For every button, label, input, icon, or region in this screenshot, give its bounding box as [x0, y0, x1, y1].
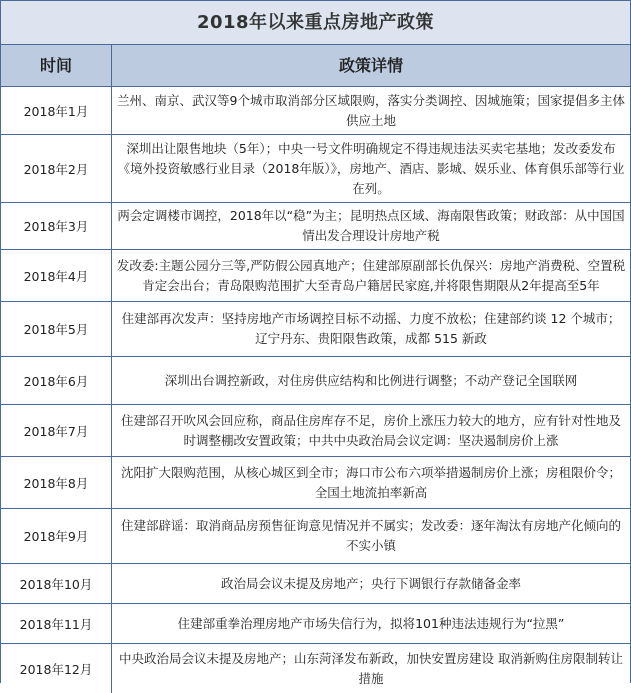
table-row	[1, 405, 630, 457]
table-header	[1, 45, 630, 87]
row-detail: 深圳出台调控新政，对住房供应结构和比例进行调整；不动产登记全国联网	[164, 372, 578, 388]
table-row	[1, 564, 630, 604]
header-time: 时间	[1, 45, 112, 86]
row-detail: 政治局会议未提及房地产；央行下调银行存款储备金率	[220, 575, 521, 591]
row-detail: 住建部召开吹风会回应称，商品住房库存不足，房价上涨压力较大的地方，应有针对性地及时调整棚改安置政策；中共中央政治局会议定调：坚决遏制房价上涨	[120, 412, 621, 448]
row-time: 2018年4月	[1, 250, 112, 301]
table-row	[1, 357, 630, 405]
row-detail: 住建部再次发声：坚持房地产市场调控目标不动摇、力度不放松；住建部约谈 12 个城市；辽宁丹东、贵阳限售政策，成都 515 新政	[121, 311, 621, 346]
table-row	[1, 250, 630, 302]
table-row	[1, 509, 630, 564]
row-detail: 住建部重拳治理房地产市场失信行为，拟将101种违法违规行为“拉黑”	[177, 615, 565, 631]
row-time: 2018年9月	[1, 509, 112, 563]
row-time: 2018年6月	[1, 357, 112, 404]
row-time: 2018年12月	[1, 644, 112, 693]
row-time: 2018年5月	[1, 302, 112, 356]
table-body	[1, 87, 630, 693]
row-detail: 发改委:主题公园分三等,严防假公园真地产；住建部原副部长仇保兴：房地产消费税、空置税肯定会出台；青岛限购范围扩大至青岛户籍居民家庭,并将限售期限从2年提高至5年	[116, 257, 626, 293]
row-time: 2018年7月	[1, 405, 112, 456]
header-detail: 政策详情	[338, 56, 403, 75]
row-detail: 深圳出让限售地块（5年）；中央一号文件明确规定不得违规违法买卖宅基地；发改委发布《境外投资敏感行业目录（2018年版）》，房地产、酒店、影城、娱乐业、体育俱乐部等行业在列。	[117, 140, 625, 196]
row-detail: 住建部辟谣：取消商品房预售征询意见情况并不属实；发改委：逐年淘汰有房地产化倾向的不实小镇	[120, 518, 621, 553]
row-time: 2018年10月	[1, 564, 112, 603]
row-time: 2018年8月	[1, 457, 112, 508]
row-time: 2018年2月	[1, 135, 112, 202]
row-detail: 中央政治局会议未提及房地产；山东菏泽发布新政，加快安置房建设 取消新购住房限制转让措施	[119, 650, 623, 686]
table-row	[1, 302, 630, 357]
row-time: 2018年1月	[1, 87, 112, 134]
table-row	[1, 135, 630, 203]
row-time: 2018年3月	[1, 203, 112, 249]
table-row	[1, 203, 630, 250]
table-row	[1, 644, 630, 693]
table-row	[1, 87, 630, 135]
row-detail: 沈阳扩大限购范围，从核心城区到全市；海口市公布六项举措遏制房价上涨；房租限价令；全国土地流拍率新高	[120, 464, 621, 500]
row-detail: 兰州、南京、武汉等9个城市取消部分区域限购，落实分类调控、因城施策；国家提倡多主体供应土地	[117, 92, 625, 128]
table-row	[1, 604, 630, 644]
row-time: 2018年11月	[1, 604, 112, 643]
row-detail: 两会定调楼市调控，2018年以“稳”为主；昆明热点区域、海南限售政策；财政部：从中国国情出发合理设计房地产税	[117, 208, 625, 243]
table-title: 2018年以来重点房地产政策	[1, 1, 630, 45]
table-row	[1, 457, 630, 509]
